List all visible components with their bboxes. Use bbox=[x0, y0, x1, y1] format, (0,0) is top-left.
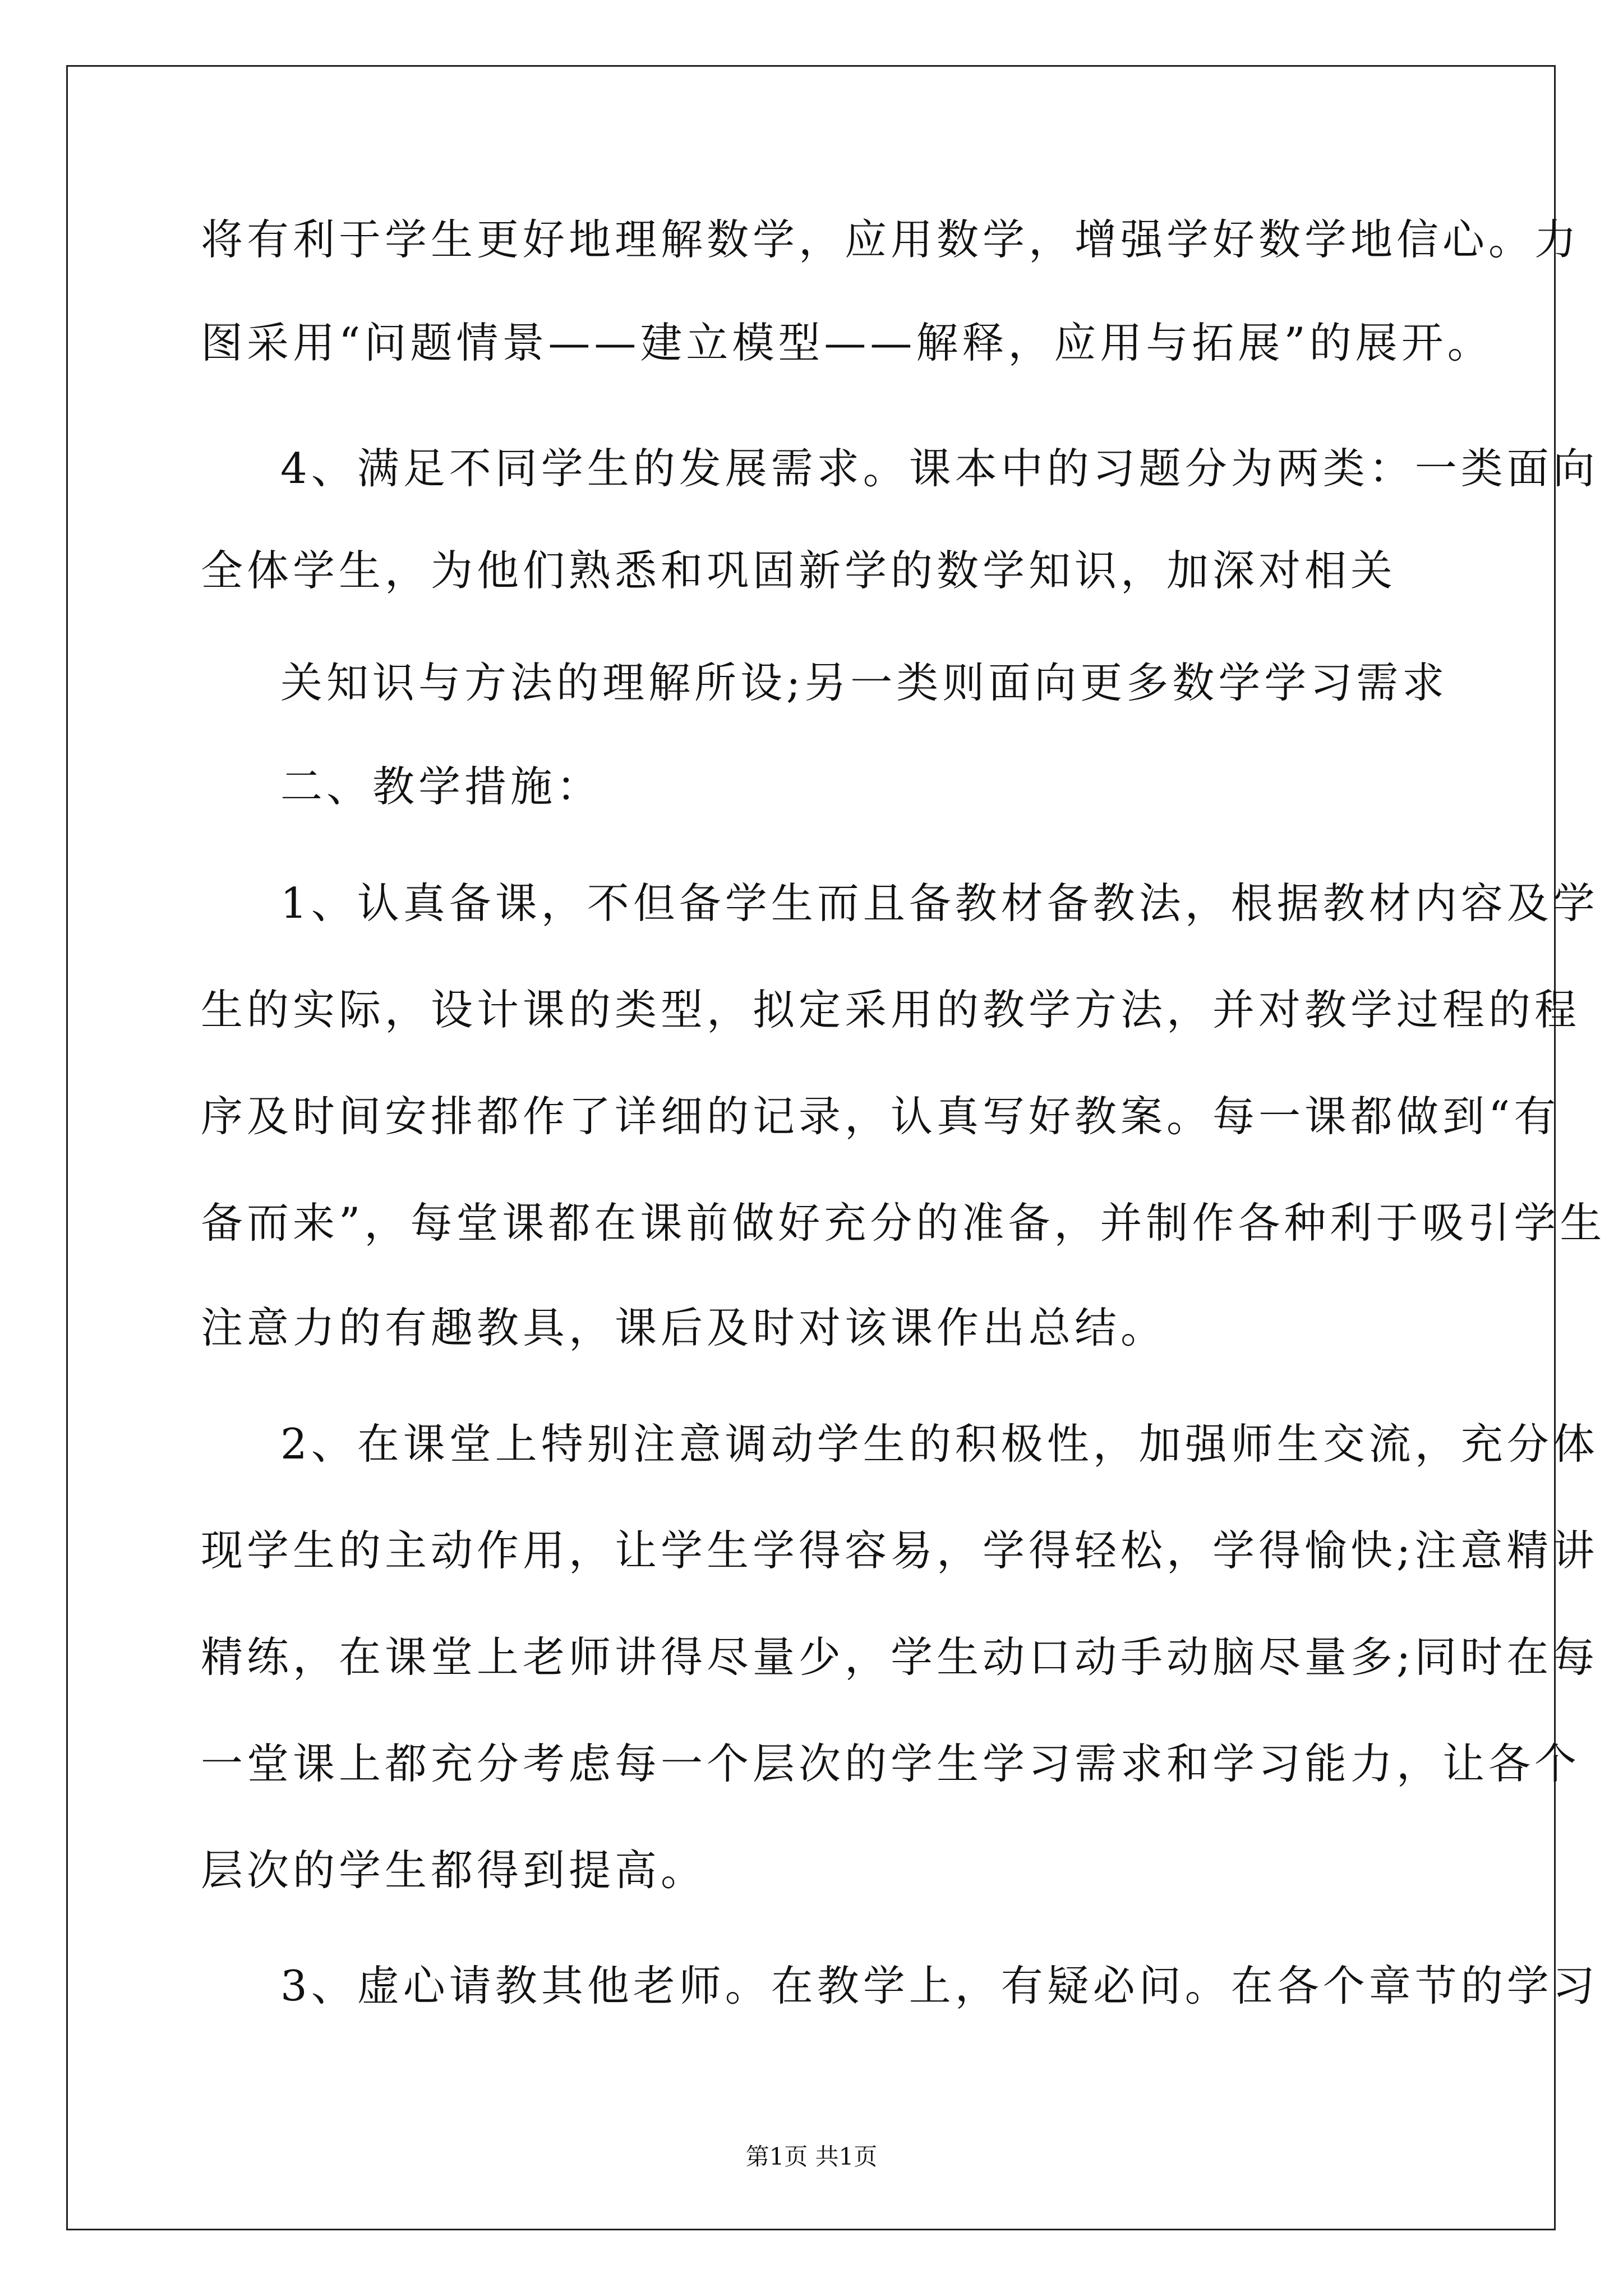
text-line: 图采用“问题情景——建立模型——解释，应用与拓展”的展开。 bbox=[201, 318, 1493, 367]
text-line: 一堂课上都充分考虑每一个层次的学生学习需求和学习能力，让各个 bbox=[201, 1739, 1581, 1788]
text-line: 4、满足不同学生的发展需求。课本中的习题分为两类：一类面向 bbox=[280, 444, 1599, 493]
text-line: 序及时间安排都作了详细的记录，认真写好教案。每一课都做到“有 bbox=[201, 1092, 1560, 1141]
text-line: 将有利于学生更好地理解数学，应用数学，增强学好数学地信心。力 bbox=[201, 215, 1581, 264]
text-line: 全体学生，为他们熟悉和巩固新学的数学知识，加深对相关 bbox=[201, 546, 1397, 595]
text-line: 3、虚心请教其他老师。在教学上，有疑必问。在各个章节的学习 bbox=[280, 1961, 1599, 2010]
section-heading: 二、教学措施： bbox=[280, 762, 603, 811]
text-line: 生的实际，设计课的类型，拟定采用的教学方法，并对教学过程的程 bbox=[201, 985, 1581, 1034]
text-line: 1、认真备课，不但备学生而且备教材备教法，根据教材内容及学 bbox=[280, 878, 1599, 928]
text-line: 层次的学生都得到提高。 bbox=[201, 1846, 707, 1895]
page-number: 第1页 共1页 bbox=[745, 2143, 878, 2170]
text-line: 现学生的主动作用，让学生学得容易，学得轻松，学得愉快;注意精讲 bbox=[201, 1526, 1599, 1575]
text-line: 备而来”，每堂课都在课前做好充分的准备，并制作各种利于吸引学生 bbox=[201, 1198, 1606, 1248]
text-line: 精练，在课堂上老师讲得尽量少，学生动口动手动脑尽量多;同时在每 bbox=[201, 1632, 1599, 1682]
text-line: 2、在课堂上特别注意调动学生的积极性，加强师生交流，充分体 bbox=[280, 1419, 1599, 1469]
text-line: 关知识与方法的理解所设;另一类则面向更多数学学习需求 bbox=[280, 658, 1449, 707]
text-line: 注意力的有趣教具，课后及时对该课作出总结。 bbox=[201, 1303, 1167, 1352]
page-border bbox=[66, 65, 1556, 2230]
